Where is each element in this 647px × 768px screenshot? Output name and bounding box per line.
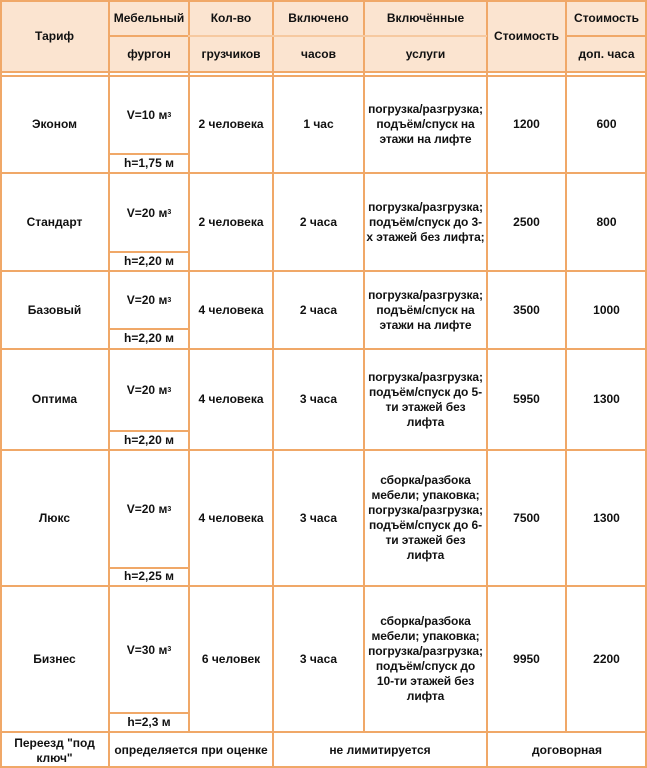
price-value: 7500 [513, 510, 540, 525]
price-value: 9950 [513, 651, 540, 666]
grid-line [108, 567, 190, 569]
van-height: h=2,20 м [124, 432, 174, 447]
price-value: 5950 [513, 392, 540, 406]
header-van-top: Мебельный [113, 10, 185, 25]
header-price: Стоимость [494, 28, 559, 43]
grid-line [0, 172, 647, 174]
movers-count: 4 человека [198, 392, 264, 406]
extra-hour-price: 600 [596, 117, 617, 131]
van-volume: V=10 м 3 [126, 108, 172, 122]
header-van-bottom: фургон [127, 46, 171, 61]
grid-line [0, 75, 647, 77]
row-tariff: Оптима [31, 392, 78, 406]
grid-line [108, 712, 190, 714]
included-hours: 3 часа [299, 392, 338, 406]
header-tariff: Тариф [35, 28, 74, 43]
included-hours: 3 часа [299, 510, 338, 525]
movers-count: 2 человека [198, 214, 264, 229]
footer-assessment: определяется при оценке [114, 743, 268, 757]
header-movers-top: Кол-во [210, 10, 252, 25]
grid-line [363, 35, 487, 37]
movers-count: 4 человека [198, 302, 264, 317]
header-extra-top: Стоимость [574, 10, 639, 25]
row-tariff: Бизнес [33, 651, 76, 666]
grid-line [108, 153, 190, 155]
grid-line [0, 0, 2, 768]
van-height: h=2,25 м [124, 569, 174, 583]
grid-line [272, 0, 274, 768]
grid-line [0, 731, 647, 733]
footer-tariff: Переезд "под ключ" [14, 735, 95, 765]
services-list: погрузка/разгрузка; подъём/спуск до 3- х этажей без лифта; [366, 199, 485, 244]
grid-line [0, 585, 647, 587]
grid-line [108, 733, 110, 768]
van-height: h=2,3 м [127, 714, 171, 729]
header-movers-bottom: грузчиков [201, 46, 261, 61]
van-height: h=1,75 м [124, 155, 174, 170]
grid-line [486, 0, 488, 768]
van-height: h=2,20 м [124, 253, 174, 268]
header-extra-bottom: доп. часа [578, 46, 635, 61]
price-value: 1200 [513, 117, 540, 131]
van-height: h=2,20 м [124, 331, 174, 345]
header-included-bottom: часов [300, 46, 337, 61]
row-tariff: Эконом [31, 117, 77, 131]
grid-line [0, 270, 647, 272]
extra-hour-price: 800 [596, 214, 617, 229]
grid-line [188, 0, 190, 733]
grid-line [108, 251, 190, 253]
footer-negotiable: договорная [532, 743, 602, 757]
movers-count: 6 человек [201, 651, 261, 666]
header-included-top: Включено [288, 10, 349, 25]
grid-line [188, 35, 364, 37]
movers-count: 2 человека [198, 117, 264, 131]
services-list: сборка/разбока мебели; упаковка; погрузка/разгрузка; подъём/спуск до 6- ти этажей без лифта [368, 473, 483, 562]
extra-hour-price: 2200 [593, 651, 620, 666]
van-volume: V=20 м 3 [126, 383, 172, 397]
services-list: погрузка/разгрузка; подъём/спуск на этажи на лифте [368, 102, 483, 146]
grid-line [108, 0, 110, 733]
header-services-top: Включённые [386, 10, 465, 25]
extra-hour-price: 1300 [593, 392, 620, 406]
footer-unlimited: не лимитируется [329, 743, 431, 757]
grid-line [0, 348, 647, 350]
van-volume: V=20 м 3 [126, 205, 172, 220]
grid-line [565, 35, 647, 37]
van-volume: V=30 м 3 [126, 642, 172, 657]
van-volume: V=20 м 3 [126, 502, 172, 516]
included-hours: 3 часа [299, 651, 338, 666]
extra-hour-price: 1000 [593, 302, 620, 317]
grid-line [108, 35, 190, 37]
grid-line [0, 449, 647, 451]
included-hours: 1 час [303, 117, 334, 131]
row-tariff: Базовый [27, 302, 82, 317]
row-tariff: Стандарт [26, 214, 83, 229]
price-value: 2500 [513, 214, 540, 229]
grid-line [0, 0, 647, 2]
extra-hour-price: 1300 [593, 510, 620, 525]
grid-line [108, 328, 190, 330]
grid-line [108, 430, 190, 432]
header-services-bottom: услуги [405, 46, 446, 61]
van-volume: V=20 м 3 [126, 293, 172, 307]
included-hours: 2 часа [299, 302, 338, 317]
row-tariff: Люкс [38, 510, 71, 525]
included-hours: 2 часа [299, 214, 338, 229]
services-list: погрузка/разгрузка; подъём/спуск на этажи на лифте [368, 287, 483, 332]
movers-count: 4 человека [198, 510, 264, 525]
grid-line [363, 0, 365, 733]
price-value: 3500 [513, 302, 540, 317]
services-list: погрузка/разгрузка; подъём/спуск до 5- ти этажей без лифта [368, 369, 483, 429]
services-list: сборка/разбока мебели; упаковка; погрузка/разгрузка; подъём/спуск до 10-ти этажей без лифта [368, 614, 483, 703]
grid-line [0, 71, 647, 73]
grid-line [565, 0, 567, 733]
